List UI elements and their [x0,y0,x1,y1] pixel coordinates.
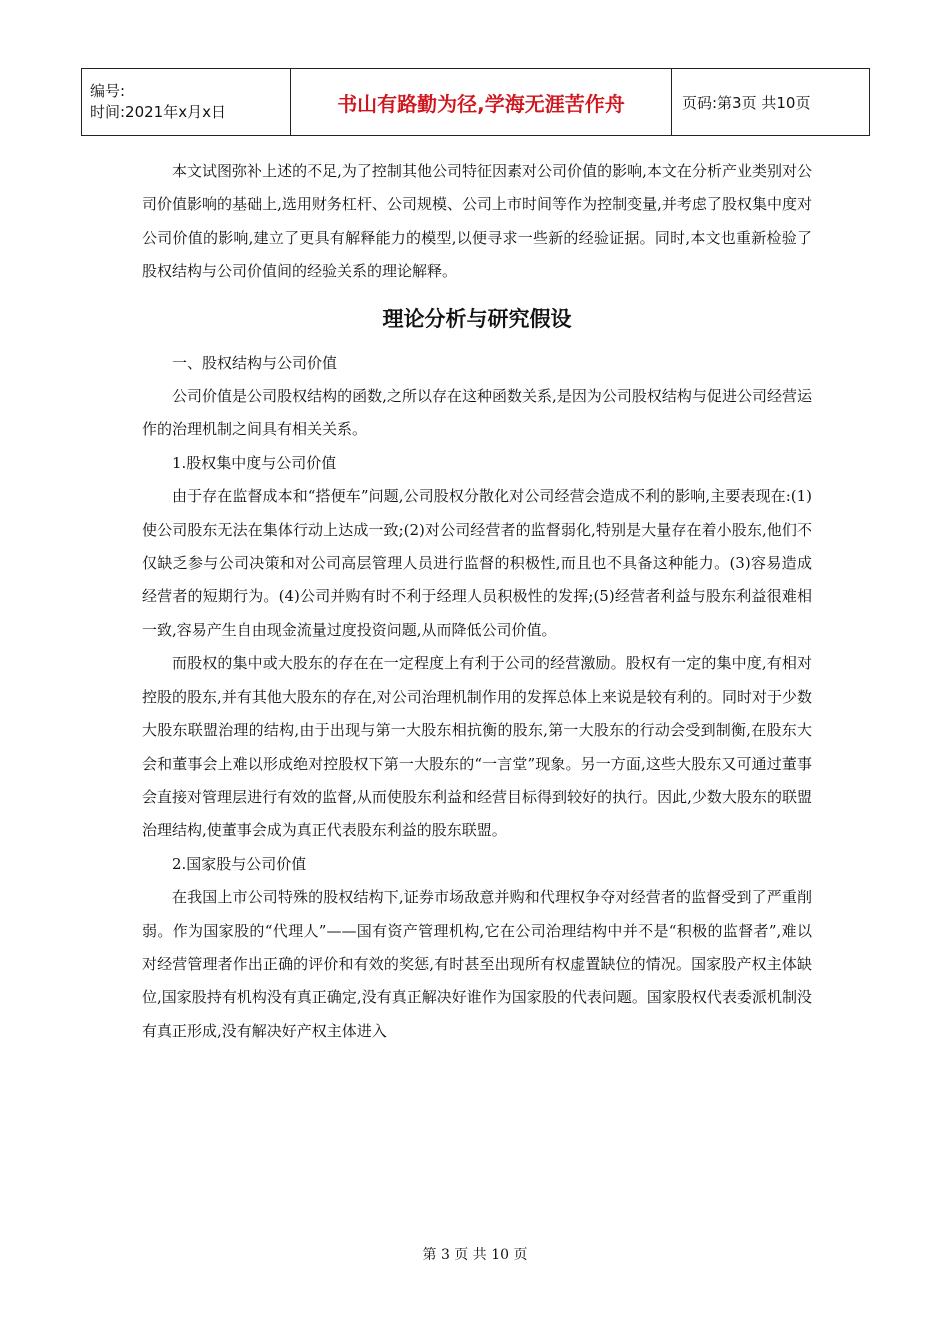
subheading-1: 一、股权结构与公司价值 [172,353,338,372]
intro-paragraph: 本文试图弥补上述的不足,为了控制其他公司特征因素对公司价值的影响,本文在分析产业类别对公司价值影响的基础上,选用财务杠杆、公司规模、公司上市时间等作为控制变量,并考虑了股权集中度对公司价值的影响,建立了更具有解释能力的模型,以便寻求一些新的经验证据。同时,本文也重新检验了股权结构与公司价值间的经验关系的理论解释。 [142,162,812,281]
document-body [142,155,812,1048]
header-meta [82,69,291,136]
subheading-3: 2.国家股与公司价值 [172,854,307,873]
header-table [81,68,870,136]
header-page-info: 页码:第3页 共10页 [672,69,870,136]
time-label: 时间:2021年x月x日 [90,103,226,121]
number-label: 编号: [90,82,126,100]
page-footer: 第 3 页 共 10 页 [422,1247,528,1263]
header-motto: 书山有路勤为径,学海无涯苦作舟 [291,69,672,136]
paragraph-4: 在我国上市公司特殊的股权结构下,证券市场敌意并购和代理权争夺对经营者的监督受到了严重削弱。作为国家股的“代理人”——国有资产管理机构,它在公司治理结构中并不是“积极的监督者”,难以对经营管理者作出正确的评价和有效的奖惩,有时甚至出现所有权虚置缺位的情况。国家股产权主体缺位,国家股持有机构没有真正确定,没有真正解决好谁作为国家股的代表问题。国家股权代表委派机制没有真正形成,没有解决好产权主体进入 [142,888,812,1040]
section-title: 理论分析与研究假设 [382,306,572,331]
subheading-2: 1.股权集中度与公司价值 [172,453,337,472]
paragraph-2: 由于存在监督成本和“搭便车”问题,公司股权分散化对公司经营会造成不利的影响,主要表现在:(1)使公司股东无法在集体行动上达成一致;(2)对公司经营者的监督弱化,特别是大量存在着小股东,他们不仅缺乏参与公司决策和对公司高层管理人员进行监督的积极性,而且也不具备这种能力。(3)容易造成经营者的短期行为。(4)公司并购有时不利于经理人员积极性的发挥;(5)经营者利益与股东利益很难相一致,容易产生自由现金流量过度投资问题,从而降低公司价值。 [142,487,812,639]
paragraph-1: 公司价值是公司股权结构的函数,之所以存在这种函数关系,是因为公司股权结构与促进公司经营运作的治理机制之间具有相关关系。 [142,387,812,439]
paragraph-3: 而股权的集中或大股东的存在在一定程度上有利于公司的经营激励。股权有一定的集中度,有相对控股的股东,并有其他大股东的存在,对公司治理机制作用的发挥总体上来说是较有利的。同时对于少数大股东联盟治理的结构,由于出现与第一大股东相抗衡的股东,第一大股东的行动会受到制衡,在股东大会和董事会上难以形成绝对控股权下第一大股东的“一言堂”现象。另一方面,这些大股东又可通过董事会直接对管理层进行有效的监督,从而使股东利益和经营目标得到较好的执行。因此,少数大股东的联盟治理结构,使董事会成为真正代表股东利益的股东联盟。 [142,654,812,840]
